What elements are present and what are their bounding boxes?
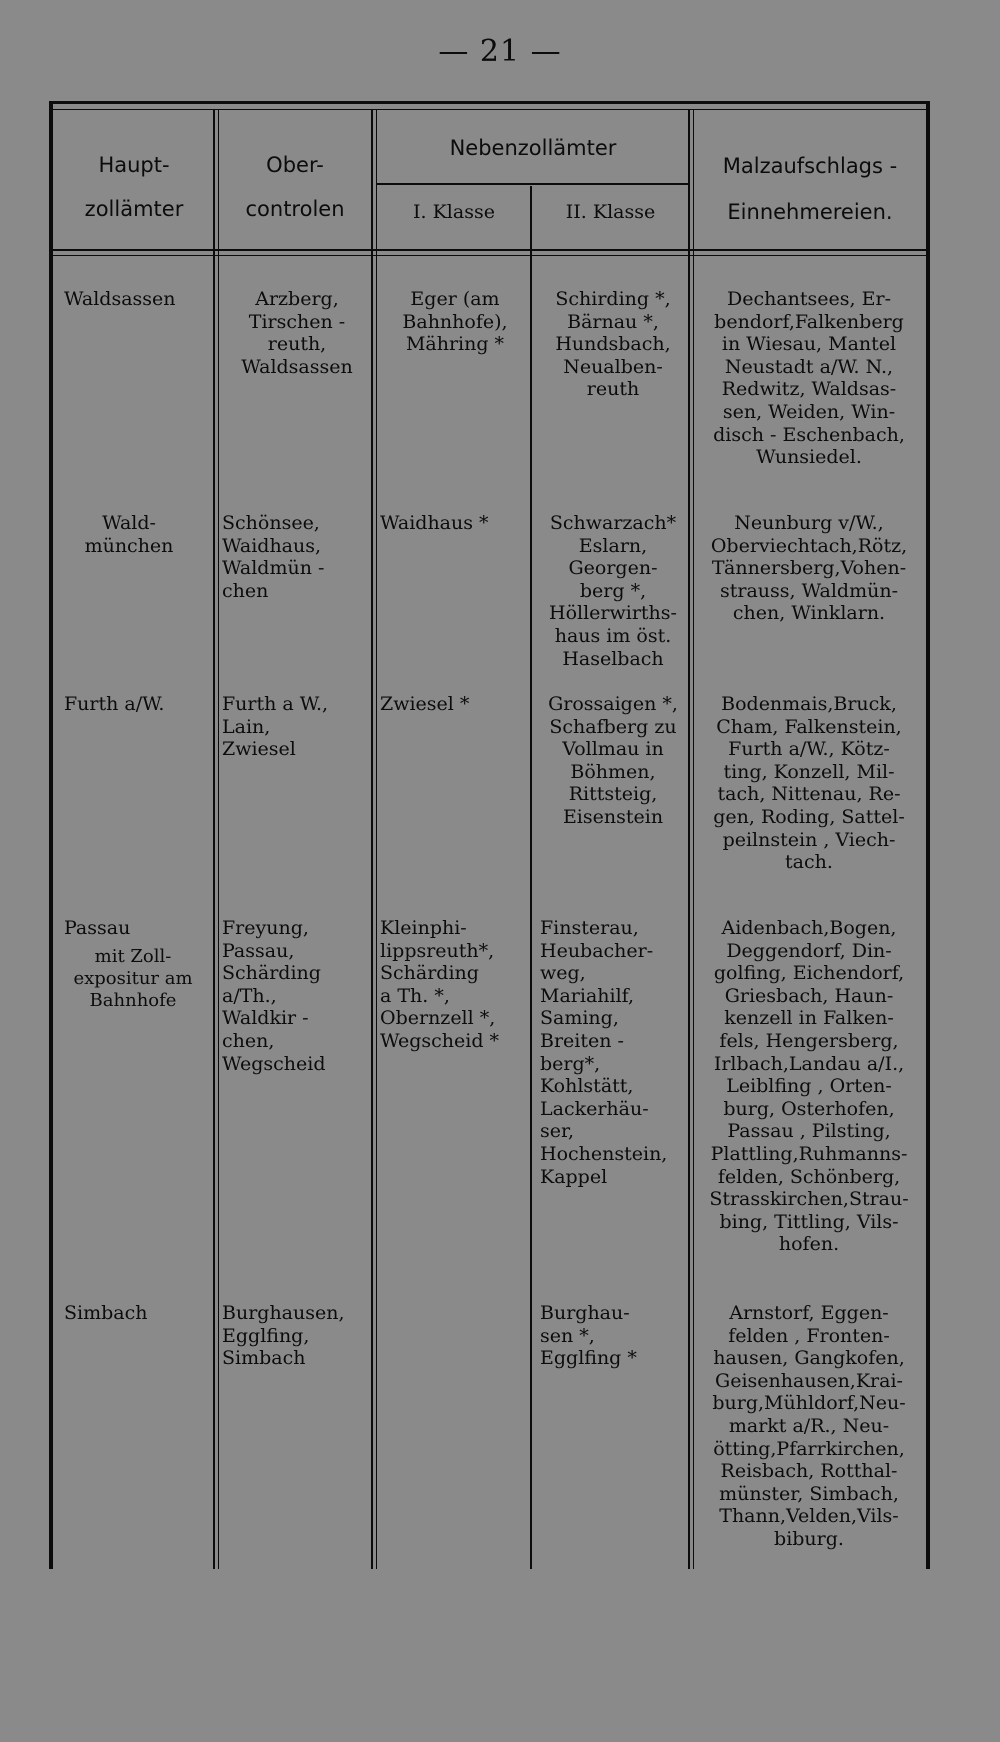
hauptzollamt-note: mit Zoll- expositur am Bahnhofe <box>73 946 193 1011</box>
col-sep-1 <box>213 109 215 1569</box>
klasse2-cell: Burghau- sen *, Egglfing * <box>540 1302 637 1370</box>
obercontrolen-cell: Freyung, Passau, Schärding a/Th., Waldkir - chen, Wegscheid <box>222 917 326 1075</box>
col-sep-4b <box>693 109 694 1569</box>
malzaufschlag-cell: Aidenbach,Bogen, Deggendorf, Din- golfing, Eichendorf, Griesbach, Haun- kenzell in Falken- fels, Hengersberg, Irlbach,Landau a/I., Leiblfing , Orten- burg, Osterhofen, Passau , Pilsting, Plattling,Ruhmanns- felden, Schönberg, Strasskirchen,Strau- bing, Tittling, Vils- hofen. <box>709 917 909 1256</box>
hauptzollamt-cell: Passau <box>64 917 131 939</box>
hauptzollamt-cell: Simbach <box>64 1302 148 1324</box>
table-left-border <box>49 101 53 1569</box>
group-rule <box>377 183 688 185</box>
klasse1-cell: Eger (am Bahnhofe), Mähring * <box>402 288 508 356</box>
table-top-border <box>49 101 930 104</box>
header-rule-inner <box>53 255 926 256</box>
malzaufschlag-cell: Arnstorf, Eggen- felden , Fronten- hausen, Gangkofen, Geisenhausen,Krai- burg,Mühldorf,Neu- markt a/R., Neu- ötting,Pfarrkirchen, Reisbach, Rotthal- münster, Simbach, Thann,Velden,Vils- biburg. <box>712 1302 906 1550</box>
klasse2-cell: Finsterau, Heubacher- weg, Mariahilf, Saming, Breiten - berg*, Kohlstätt, Lackerhäu- ser, Hochenstein, Kappel <box>540 917 668 1188</box>
obercontrolen-cell: Burghausen, Egglfing, Simbach <box>222 1302 345 1370</box>
col-sep-3 <box>530 186 532 1569</box>
header-klasse-2: II. Klasse <box>565 201 656 223</box>
table-top-border-inner <box>53 109 926 110</box>
klasse1-cell: Zwiesel * <box>380 693 470 715</box>
header-hauptzollaemter: Haupt- zollämter <box>84 153 184 221</box>
hauptzollamt-cell: Furth a/W. <box>64 693 165 715</box>
table-right-border <box>926 101 930 1569</box>
malzaufschlag-cell: Neunburg v/W., Oberviechtach,Rötz, Tännersberg,Vohen- strauss, Waldmün- chen, Winklarn. <box>710 512 908 625</box>
klasse1-cell: Kleinphi- lippsreuth*, Schärding a Th. *, Obernzell *, Wegscheid * <box>380 917 500 1052</box>
obercontrolen-cell: Schönsee, Waidhaus, Waldmün - chen <box>222 512 325 602</box>
header-rule <box>53 249 926 251</box>
malzaufschlag-cell: Bodenmais,Bruck, Cham, Falkenstein, Furth a/W., Kötz- ting, Konzell, Mil- tach, Nittenau, Re- gen, Roding, Sattel- peilnstein , Viech- tach. <box>713 693 905 874</box>
col-sep-2b <box>376 109 377 1569</box>
klasse1-cell: Waidhaus * <box>380 512 489 534</box>
malzaufschlag-cell: Dechantsees, Er- bendorf,Falkenberg in Wiesau, Mantel Neustadt a/W. N., Redwitz, Waldsas- sen, Weiden, Win- disch - Eschenbach, Wunsiedel. <box>713 288 905 469</box>
col-sep-1b <box>218 109 219 1569</box>
klasse2-cell: Schwarzach* Eslarn, Georgen- berg *, Höllerwirths- haus im öst. Haselbach <box>549 512 677 670</box>
hauptzollamt-cell: Waldsassen <box>64 288 176 310</box>
obercontrolen-cell: Arzberg, Tirschen - reuth, Waldsassen <box>241 288 353 378</box>
page-number: — 21 — <box>438 34 562 69</box>
obercontrolen-cell: Furth a W., Lain, Zwiesel <box>222 693 329 761</box>
header-nebenzollaemter: Nebenzollämter <box>449 136 617 160</box>
klasse2-cell: Schirding *, Bärnau *, Hundsbach, Neualben- reuth <box>555 288 671 401</box>
hauptzollamt-cell: Wald- münchen <box>84 512 174 557</box>
header-malzaufschlag: Malzaufschlags - Einnehmereien. <box>722 154 898 224</box>
klasse2-cell: Grossaigen *, Schafberg zu Vollmau in Böhmen, Rittsteig, Eisenstein <box>548 693 678 828</box>
header-obercontrolen: Ober- controlen <box>245 153 345 221</box>
header-klasse-1: I. Klasse <box>413 201 495 223</box>
